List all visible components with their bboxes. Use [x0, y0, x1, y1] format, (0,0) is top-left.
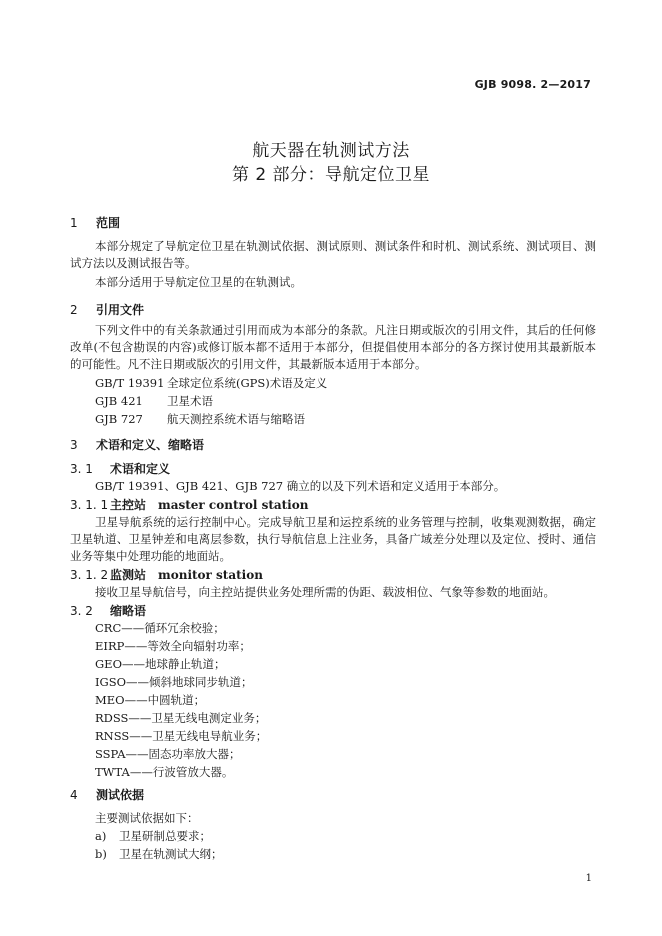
document-title: 航天器在轨测试方法: [252, 141, 410, 161]
reference-name: 全球定位系统(GPS)术语及定义: [167, 376, 328, 390]
section-3-1-2-heading: [70, 566, 263, 583]
section-3-1-1-heading: [70, 496, 308, 513]
section-title: 术语和定义、缩略语: [96, 438, 205, 452]
abbreviation-item: SSPA——固态功率放大器；: [95, 747, 241, 761]
abbreviation-item: EIRP——等效全向辐射功率；: [95, 639, 251, 653]
abbreviation-item: RDSS——卫星无线电测定业务；: [95, 711, 267, 725]
paragraph: 本部分规定了导航定位卫星在轨测试依据、测试原则、测试条件和时机、测试系统、测试项目、测试方法以及测试报告等。: [70, 239, 596, 270]
abbreviation-item: IGSO——倾斜地球同步轨道；: [95, 675, 253, 689]
section-title: 测试依据: [96, 788, 145, 802]
reference-code: GJB 421: [95, 394, 143, 408]
document-subtitle: 第 2 部分：导航定位卫星: [231, 165, 431, 185]
list-item-label: b): [95, 847, 107, 861]
reference-name: 卫星术语: [167, 394, 213, 408]
paragraph: GB/T 19391、GJB 421、GJB 727 确立的以及下列术语和定义适用于本部分。: [95, 479, 506, 493]
term-title-en: master control station: [158, 498, 309, 512]
reference-code: GB/T 19391: [95, 376, 165, 390]
paragraph: 卫星导航系统的运行控制中心。完成导航卫星和运控系统的业务管理与控制，收集观测数据，确定卫星轨道、卫星钟差和电离层参数，执行导航信息上注业务，具备广域差分处理以及定位、授时、通信业务等集中处理功能的地面站。: [70, 515, 596, 563]
reference-item: [95, 411, 305, 428]
reference-code: GJB 727: [95, 412, 143, 426]
section-2-heading: [70, 301, 144, 318]
term-title: 主控站: [110, 498, 147, 512]
abbreviation-item: TWTA——行波管放大器。: [95, 765, 234, 779]
paragraph: 主要测试依据如下：: [95, 811, 199, 825]
section-3-2-heading: [70, 602, 146, 619]
list-item-text: 卫星在轨测试大纲；: [119, 847, 223, 861]
abbreviation-item: MEO——中圆轨道；: [95, 693, 206, 707]
section-number: 4: [70, 788, 78, 802]
section-number: 3. 2: [70, 604, 93, 618]
section-number: 3. 1. 1: [70, 498, 109, 512]
section-3-heading: [70, 436, 204, 453]
reference-item: [95, 393, 213, 410]
list-item: [95, 846, 223, 863]
section-title: 缩略语: [110, 604, 147, 618]
reference-item: [95, 375, 327, 392]
list-item-label: a): [95, 829, 107, 843]
section-3-1-heading: [70, 460, 170, 477]
section-1-heading: [70, 214, 120, 231]
page-number: 1: [585, 873, 592, 884]
section-number: 3. 1: [70, 462, 93, 476]
paragraph: 本部分适用于导航定位卫星的在轨测试。: [95, 275, 302, 289]
section-number: 3: [70, 438, 78, 452]
standard-number: GJB 9098. 2—2017: [474, 78, 591, 91]
section-title: 术语和定义: [110, 462, 171, 476]
paragraph: 下列文件中的有关条款通过引用而成为本部分的条款。凡注日期或版次的引用文件，其后的任何修改单(不包含勘误的内容)或修订版本都不适用于本部分，但提倡使用本部分的各方探讨使用其最新版本的可能性。凡不注日期或版次的引用文件，其最新版本适用于本部分。: [70, 323, 596, 371]
abbreviation-item: CRC——循环冗余校验；: [95, 621, 225, 635]
term-title: 监测站: [110, 568, 147, 582]
list-item: [95, 828, 211, 845]
reference-name: 航天测控系统术语与缩略语: [167, 412, 305, 426]
section-title: 引用文件: [96, 303, 145, 317]
abbreviation-item: RNSS——卫星无线电导航业务；: [95, 729, 268, 743]
section-4-heading: [70, 786, 144, 803]
abbreviation-item: GEO——地球静止轨道；: [95, 657, 226, 671]
section-title: 范围: [96, 216, 121, 230]
paragraph: 接收卫星导航信号，向主控站提供业务处理所需的伪距、载波相位、气象等参数的地面站。: [95, 585, 555, 599]
list-item-text: 卫星研制总要求；: [119, 829, 211, 843]
section-number: 1: [70, 216, 78, 230]
term-title-en: monitor station: [158, 568, 263, 582]
section-number: 3. 1. 2: [70, 568, 109, 582]
section-number: 2: [70, 303, 78, 317]
